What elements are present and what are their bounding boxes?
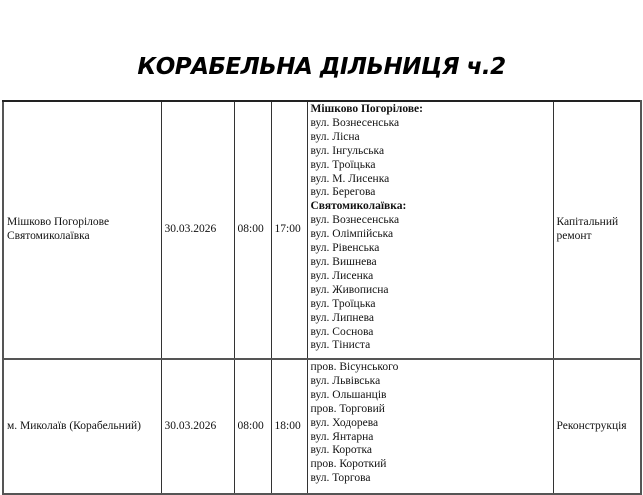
date-cell: 30.03.2026 [161,359,234,494]
street-item: вул. М. Лисенка [310,172,390,185]
street-item: вул. Ольшанців [310,388,387,401]
street-item: вул. Берегова [310,186,376,199]
street-item: пров. Короткий [310,458,387,471]
locality-line: м. Миколаїв (Корабельний) [7,419,141,432]
streets-cell [307,359,553,494]
start-time-cell: 08:00 [234,101,271,359]
street-item: вул. Коротка [310,444,373,457]
locality-line: Святомиколаївка [7,230,90,242]
street-item: вул. Львівська [310,374,381,387]
page-title: КОРАБЕЛЬНА ДІЛЬНИЦЯ ч.2 [137,54,506,80]
street-item: вул. Вознесенська [310,116,400,129]
street-item: вул. Ходорева [310,416,379,429]
locality-cell [3,101,161,359]
reason-line: Капітальний [556,216,619,229]
street-item: вул. Липнева [310,311,375,324]
date-cell: 30.03.2026 [161,101,234,359]
street-group-header: Мішково Погорілове: [310,103,423,115]
street-item: вул. Олімпійська [310,228,394,241]
reason-cell [553,101,641,359]
locality-line: Мішково Погорілове [7,216,110,229]
street-item: вул. Янтарна [310,430,374,443]
street-item: вул. Торгова [310,472,371,485]
street-item: вул. Інгульська [310,144,385,157]
table-row [3,359,641,494]
end-time-cell: 17:00 [271,101,307,359]
locality-cell [3,359,161,494]
street-group-header: Святомиколаївка: [310,200,407,213]
street-item: вул. Вознесенська [310,214,400,227]
street-item: вул. Рівенська [310,242,380,255]
end-time-cell: 18:00 [271,359,307,494]
reason-line: ремонт [556,230,592,242]
streets-cell [307,101,553,359]
street-item: вул. Троїцька [310,297,376,310]
street-item: вул. Вишнева [310,255,377,268]
reason-cell [553,359,641,494]
street-item: вул. Живописна [310,283,389,296]
street-item: вул. Лісна [310,130,360,143]
street-item: вул. Соснова [310,325,374,338]
street-item: пров. Вісунського [310,361,399,373]
table-row [3,101,641,359]
street-item: вул. Тіниста [310,339,371,352]
start-time-cell: 08:00 [234,359,271,494]
outage-schedule-table [2,100,642,495]
street-item: вул. Троїцька [310,158,376,171]
street-item: пров. Торговий [310,402,385,415]
reason-line: Реконструкція [556,419,627,432]
street-item: вул. Лисенка [310,269,374,282]
